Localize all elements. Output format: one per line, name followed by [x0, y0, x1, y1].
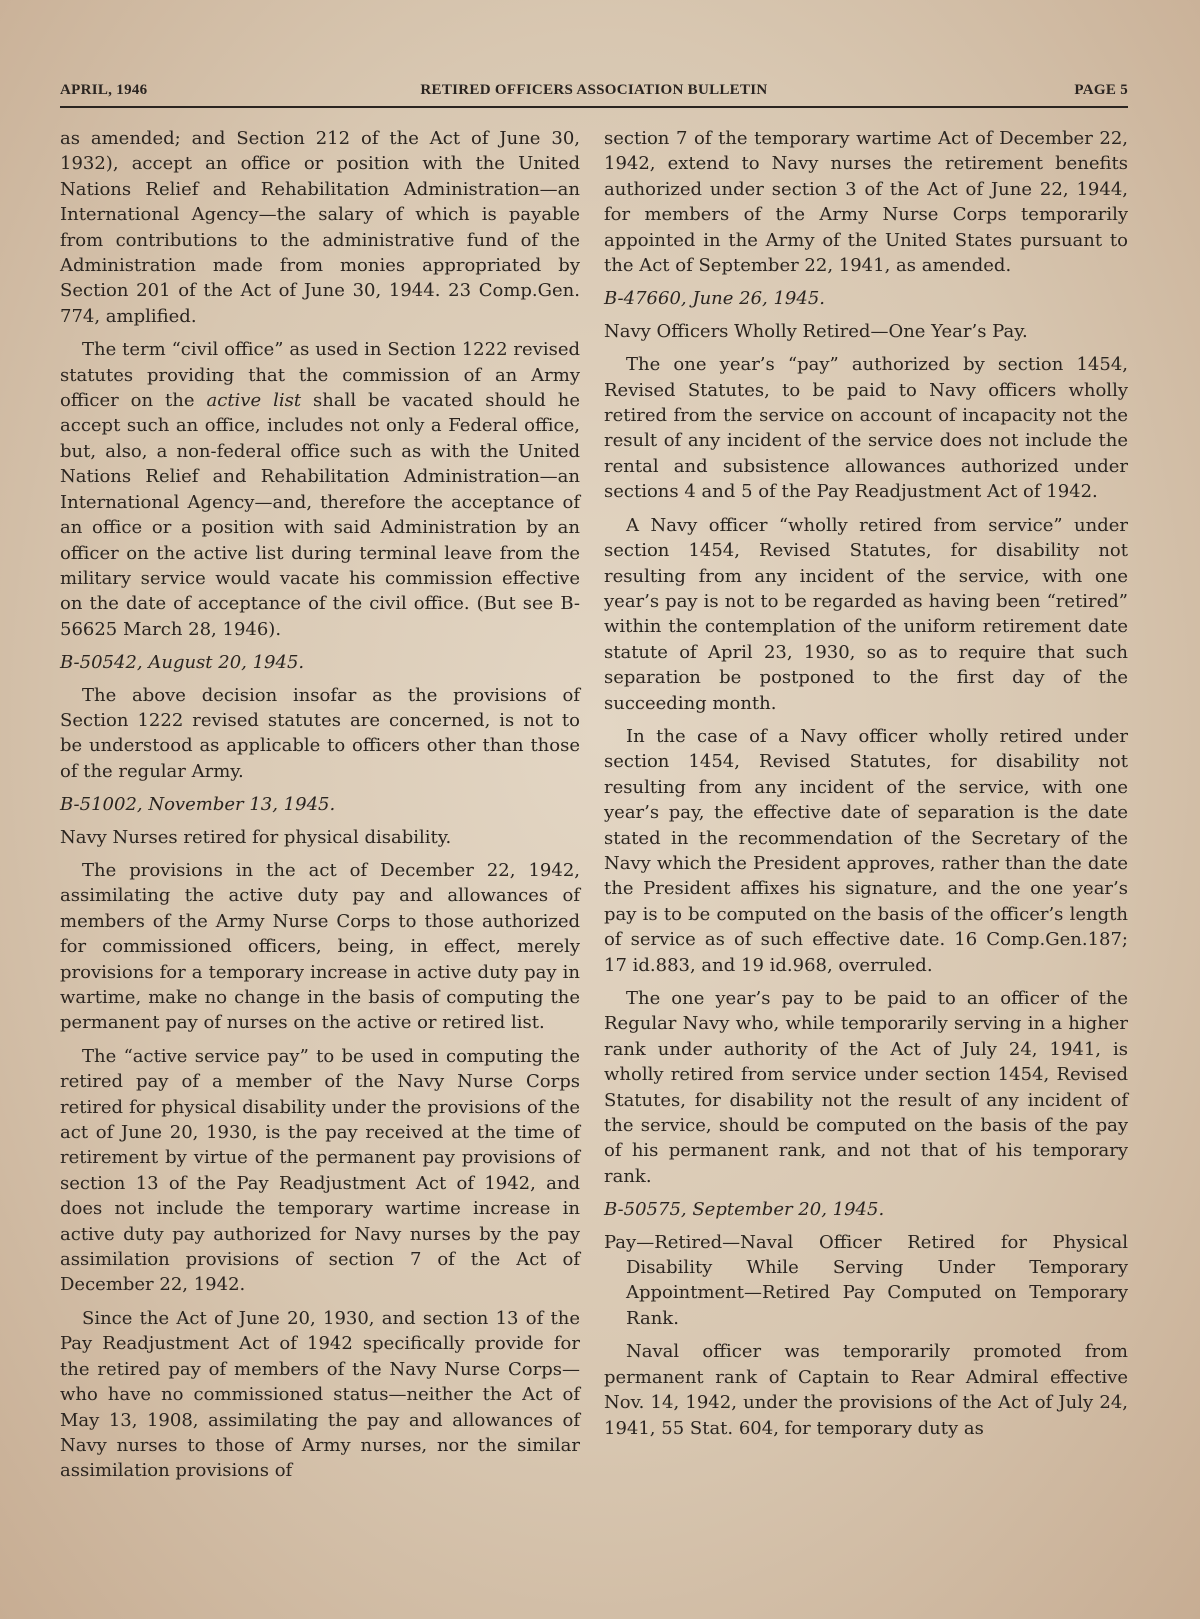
decision-citation: B-50575, September 20, 1945.: [604, 1199, 885, 1221]
publication-title: RETIRED OFFICERS ASSOCIATION BULLETIN: [420, 82, 768, 98]
paragraph: The one year’s pay to be paid to an officer of the Regular Navy who, while temporarily serving in a higher rank under authority of the Act of July 24, 1941, is wholly retired from service under section 1454, Revised Statutes, for disability not the result of any incident of the service, should be computed on the basis of the pay of his permanent rank, and not that of his temporary rank.: [604, 988, 1128, 1187]
decision-citation: B-51002, November 13, 1945.: [60, 794, 336, 816]
left-column: [60, 126, 580, 1492]
paragraph: section 7 of the temporary wartime Act of December 22, 1942, extend to Navy nurses the retirement benefits authorized under section 3 of the Act of June 22, 1944, for members of the Army Nurse Corps temporarily appointed in the Army of the United States pursuant to the Act of September 22, 1941, as amended.: [604, 128, 1128, 277]
decision-subject: Navy Officers Wholly Retired—One Year’s Pay.: [604, 320, 1028, 342]
paragraph: Naval officer was temporarily promoted from permanent rank of Captain to Rear Admiral effective Nov. 14, 1942, under the provisions of the Act of July 24, 1941, 55 Stat. 604, for temporary duty as: [604, 1341, 1128, 1439]
page-number: PAGE 5: [1074, 82, 1128, 98]
paragraph: In the case of a Navy officer wholly retired under section 1454, Revised Statutes, for disability not resulting from any incident of the service, with one year’s pay, the effective date of separation is the date stated in the recommendation of the Secretary of the Navy which the President approves, rather than the date the President affixes his signature, and the one year’s pay is to be computed on the basis of the officer’s length of service as of such effective date. 16 Comp.Gen.187; 17 id.883, and 19 id.968, overruled.: [604, 725, 1128, 976]
paragraph: Since the Act of June 20, 1930, and section 13 of the Pay Readjustment Act of 1942 specifically provide for the retired pay of members of the Navy Nurse Corps—who have no commissioned status—neither the Act of May 13, 1908, assimilating the pay and allowances of Navy nurses to those of Army nurses, nor the similar assimilation provisions of: [60, 1307, 580, 1482]
paragraph: The provisions in the act of December 22, 1942, assimilating the active duty pay and allowances of members of the Army Nurse Corps to those authorized for commissioned officers, being, in effect, merely provisions for a temporary increase in active duty pay in wartime, make no change in the basis of computing the permanent pay of nurses on the active or retired list.: [60, 859, 580, 1034]
paragraph: The above decision insofar as the provisions of Section 1222 revised statutes are concerned, is not to be understood as applicable to officers other than those of the regular Army.: [60, 684, 580, 782]
issue-date: APRIL, 1946: [60, 82, 148, 98]
paragraph: The term “civil office” as used in Section 1222 revised statutes providing that the commission of an Army officer on the active list shall be vacated should he accept such an office, includes not only a Federal office, but, also, a non-federal office such as with the United Nations Relief and Rehabilitation Administration—an International Agency—and, therefore the acceptance of an office or a position with said Administration by an officer on the active list during terminal leave from the military service would vacate his commission effective on the date of acceptance of the civil office. (But see B-56625 March 28, 1946).: [60, 339, 581, 640]
paragraph: as amended; and Section 212 of the Act of June 30, 1932), accept an office or position with the United Nations Relief and Rehabilitation Administration—an International Agency—the salary of which is payable from contributions to the administrative fund of the Administration made from monies appropriated by Section 201 of the Act of June 30, 1944. 23 Comp.Gen. 774, amplified.: [60, 128, 580, 327]
page-header: [60, 80, 1128, 108]
decision-subject: Pay—Retired—Naval Officer Retired for Physical Disability While Serving Under Temporary Appointment—Retired Pay Computed on Temporary Rank.: [604, 1231, 1128, 1329]
paragraph: The one year’s “pay” authorized by section 1454, Revised Statutes, to be paid to Navy officers wholly retired from the service on account of incapacity not the result of any incident of the service does not include the rental and subsistence allowances authorized under sections 4 and 5 of the Pay Readjustment Act of 1942.: [604, 354, 1128, 503]
paragraph: The “active service pay” to be used in computing the retired pay of a member of the Navy Nurse Corps retired for physical disability under the provisions of the act of June 20, 1930, is the pay received at the time of retirement by virtue of the permanent pay provisions of section 13 of the Pay Readjustment Act of 1942, and does not include the temporary wartime increase in active duty pay authorized for Navy nurses by the pay assimilation provisions of section 7 of the Act of December 22, 1942.: [60, 1045, 580, 1296]
decision-subject: Navy Nurses retired for physical disability.: [60, 826, 452, 848]
decision-citation: B-50542, August 20, 1945.: [60, 652, 305, 674]
emphasis: active list: [206, 390, 302, 412]
right-column: [604, 126, 1128, 1449]
paragraph: A Navy officer “wholly retired from service” under section 1454, Revised Statutes, for disability not resulting from any incident of the service, with one year’s pay is not to be regarded as having been “retired” within the contemplation of the uniform retirement date statute of April 23, 1930, so as to require that such separation be postponed to the first day of the succeeding month.: [604, 514, 1128, 714]
decision-citation: B-47660, June 26, 1945.: [604, 288, 826, 310]
